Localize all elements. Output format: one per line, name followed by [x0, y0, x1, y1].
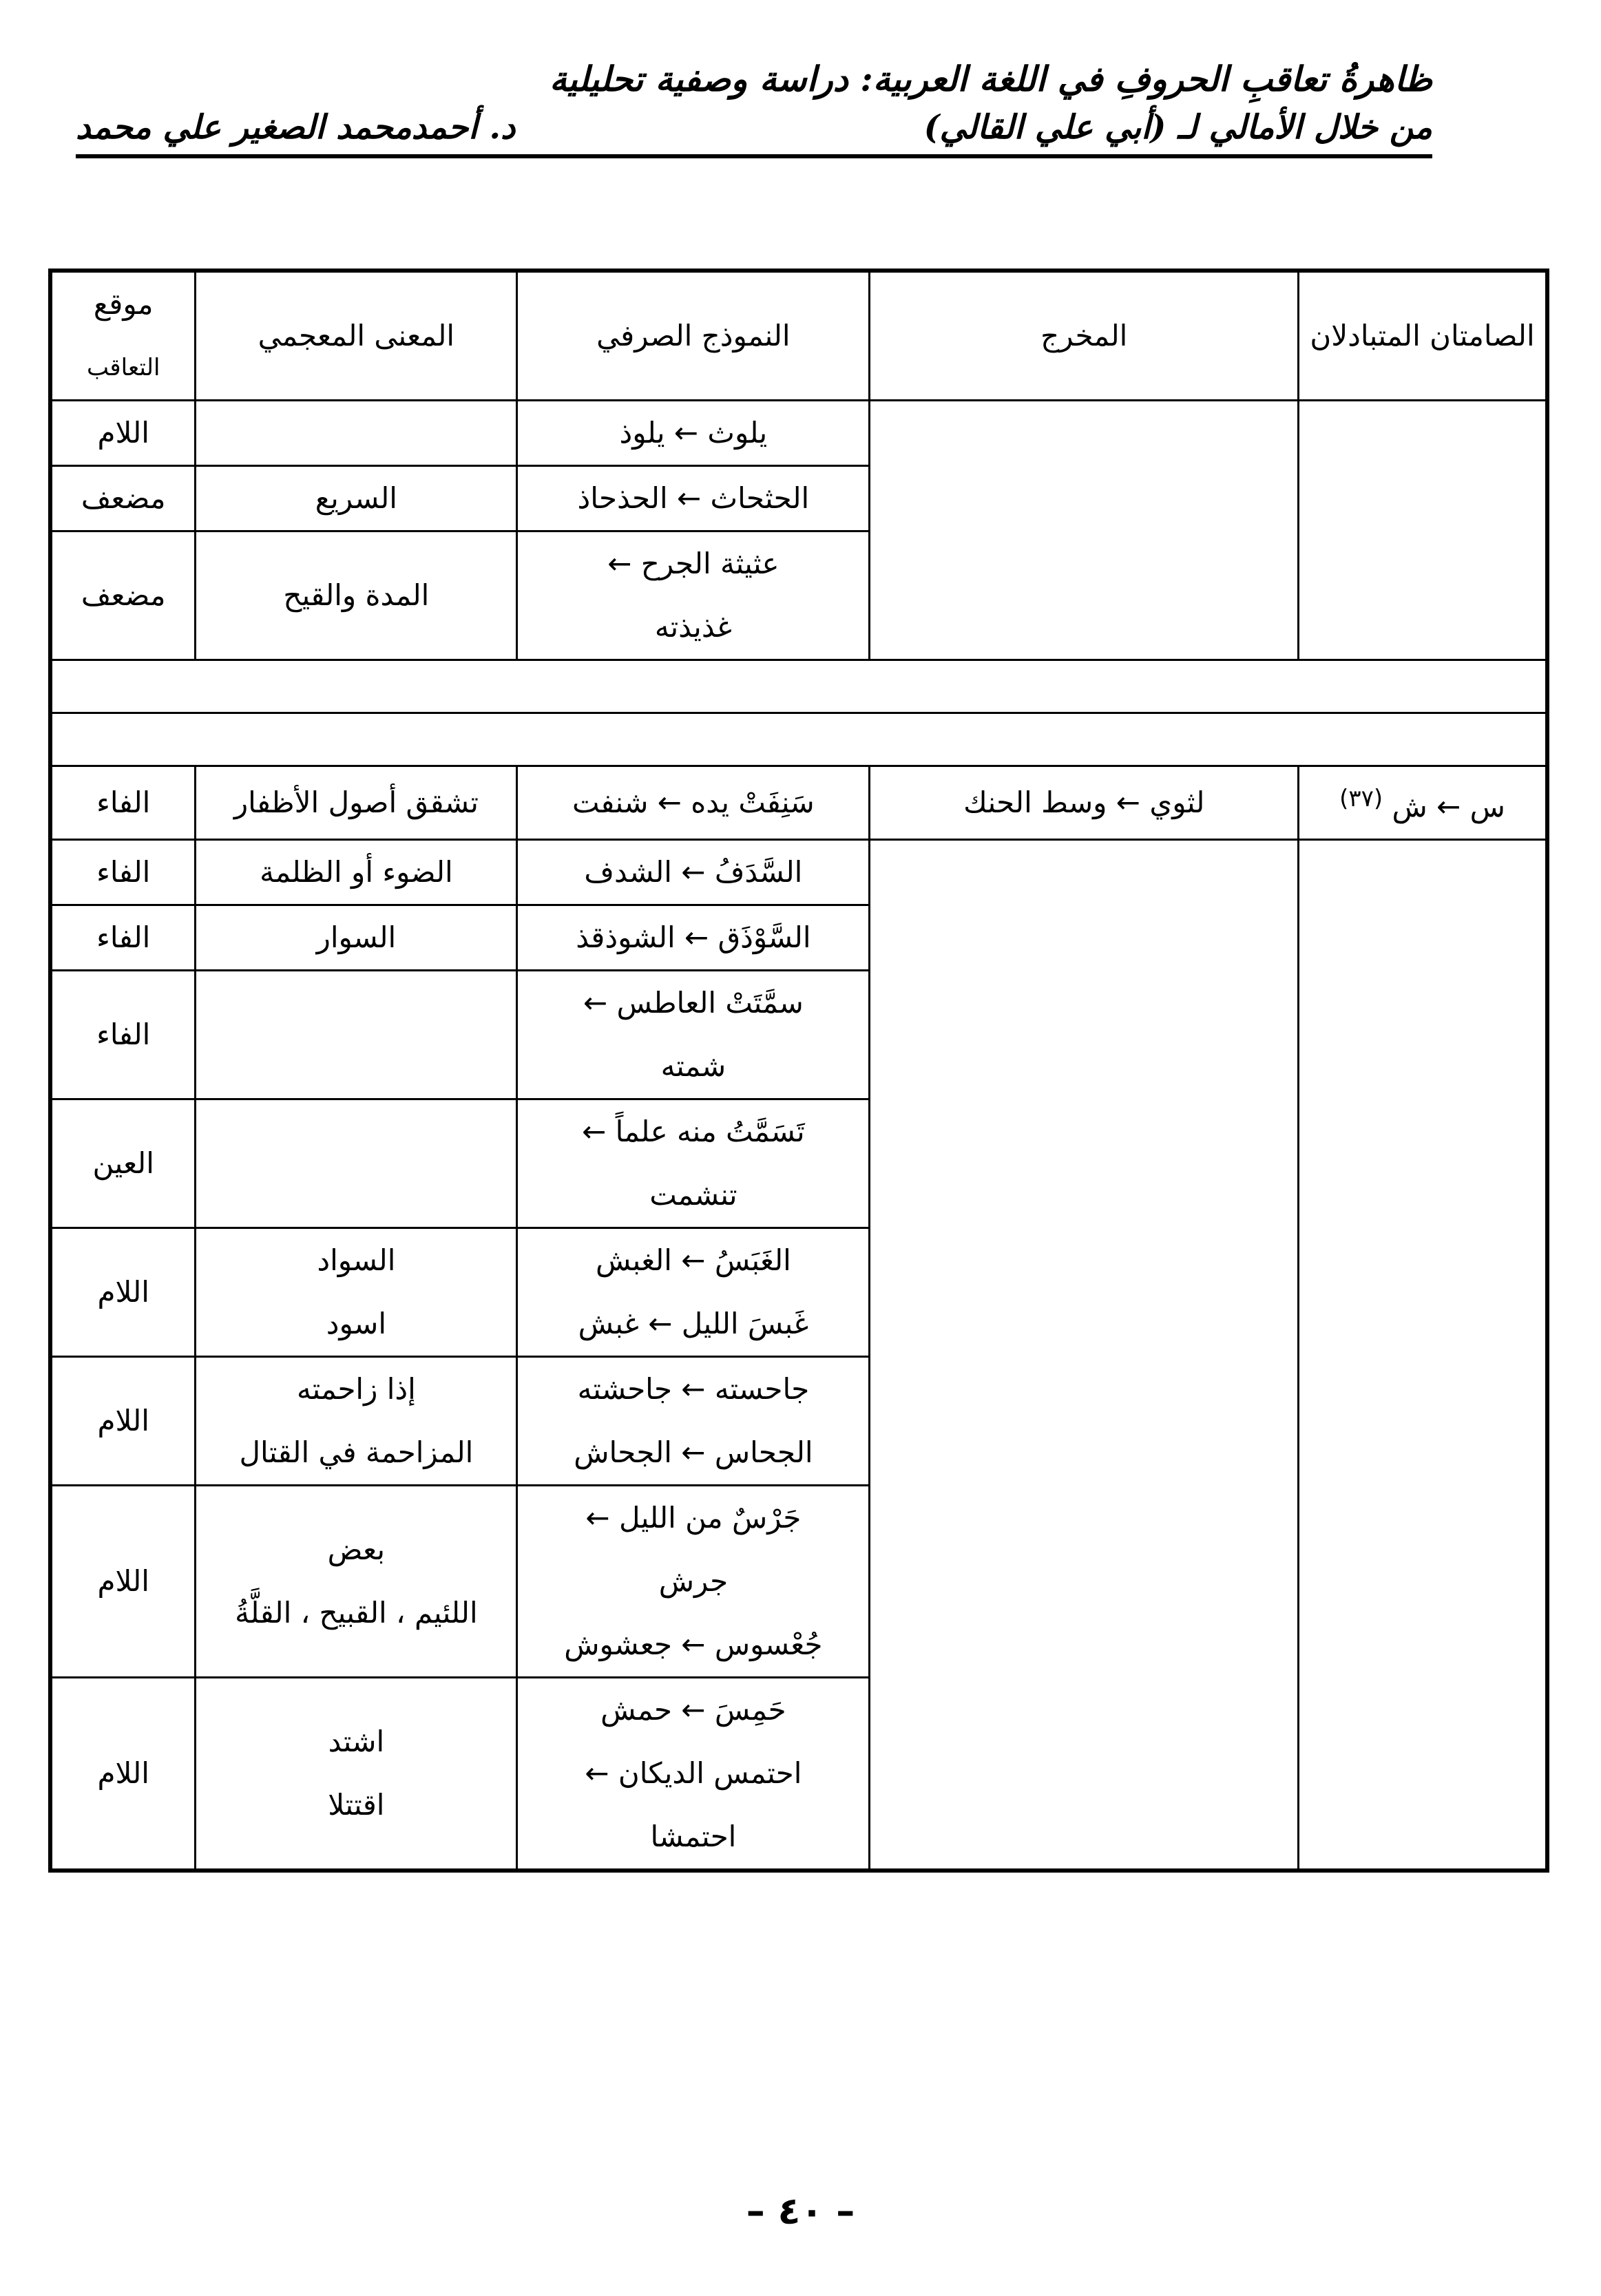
blank-row: [50, 660, 1547, 713]
meaning-cell: [196, 1228, 517, 1357]
meaning-cell-line: اللئيم ، القبيح ، القلَّةُ: [235, 1596, 478, 1630]
articulation-cell: [870, 840, 1299, 1871]
meaning-cell: [196, 1357, 517, 1486]
model-cell: [517, 401, 870, 466]
header-subline: [76, 103, 1432, 158]
blank-rows: [50, 660, 1547, 766]
model-cell-line: السَّدَفُ ← الشدف: [584, 855, 803, 889]
meaning-cell-line: المدة والقيح: [283, 578, 430, 612]
consonants-cell: [1299, 840, 1547, 1871]
header-meaning: المعنى المعجمي: [196, 271, 517, 401]
meaning-cell-line: اقتتلا: [328, 1788, 385, 1822]
footnote-ref: (٣٧): [1339, 785, 1383, 812]
articulation-cell: [870, 401, 1299, 660]
blank-cell: [50, 660, 1547, 713]
meaning-cell-line: السوار: [316, 920, 397, 954]
meaning-cell: [196, 840, 517, 905]
meaning-cell: [196, 905, 517, 971]
position-cell: العين: [50, 1099, 196, 1228]
position-cell: مضعف: [50, 531, 196, 660]
group2-body: [50, 766, 1547, 1871]
meaning-cell-line: الضوء أو الظلمة: [260, 855, 453, 889]
consonants-cell: [1299, 766, 1547, 840]
model-cell-line: احتمس الديكان ←: [585, 1756, 802, 1790]
meaning-cell: تشقق أصول الأظفار: [196, 766, 517, 840]
document-title: ظاهرةُ تعاقبِ الحروفِ في اللغة العربية: دراسة وصفية تحليلية: [549, 59, 1432, 99]
blank-cell: [50, 713, 1547, 766]
model-cell-line: جرش: [658, 1564, 729, 1598]
header-consonants: الصامتان المتبادلان: [1299, 271, 1547, 401]
table-row: [50, 766, 1547, 840]
position-cell: اللام: [50, 1228, 196, 1357]
header-position-line1: موقع: [93, 287, 154, 321]
position-cell: اللام: [50, 401, 196, 466]
meaning-cell: [196, 1099, 517, 1228]
model-cell-line: احتمشا: [650, 1820, 737, 1853]
model-cell-line: شمته: [660, 1049, 726, 1083]
meaning-cell-line: إذا زاحمته: [296, 1372, 416, 1406]
meaning-cell-line: اشتد: [328, 1725, 385, 1758]
consonant-alternation-table: [48, 268, 1549, 1873]
model-cell: [517, 971, 870, 1099]
model-cell-line: الجحاس ← الجحاش: [574, 1435, 813, 1469]
model-cell: [517, 1357, 870, 1486]
table-header-row: [50, 271, 1547, 401]
model-cell-line: سمَّتَتْ العاطس ←: [583, 986, 804, 1020]
model-cell-line: الحثحاث ← الحذحاذ: [577, 481, 810, 515]
meaning-cell: [196, 1678, 517, 1871]
model-cell: [517, 1099, 870, 1228]
model-cell: [517, 1228, 870, 1357]
model-cell-line: تنشمت: [649, 1178, 737, 1212]
model-cell-line: جَرْسٌ من الليل ←: [585, 1501, 802, 1535]
model-cell-line: حَمِسَ ← حمش: [600, 1693, 786, 1727]
position-cell: الفاء: [50, 905, 196, 971]
model-cell: [517, 1678, 870, 1871]
header-position-line2: التعاقب: [86, 354, 160, 381]
author-name: د. أحمدمحمد الصغير علي محمد: [76, 108, 516, 147]
model-cell: [517, 531, 870, 660]
page-number: – ٤٠ –: [746, 2189, 855, 2233]
model-cell: سَنِفَتْ يده ← شنفت: [517, 766, 870, 840]
model-cell-line: الغَبَسُ ← الغبش: [596, 1243, 791, 1277]
model-cell: [517, 1486, 870, 1678]
model-cell-line: تَسَمَّتُ منه علماً ←: [582, 1115, 805, 1148]
position-cell: اللام: [50, 1678, 196, 1871]
model-cell-line: يلوث ← يلوذ: [619, 416, 768, 450]
meaning-cell: [196, 531, 517, 660]
blank-row: [50, 713, 1547, 766]
meaning-cell-line: بعض: [327, 1533, 386, 1566]
model-cell-line: جُعْسوس ← جعشوش: [564, 1628, 823, 1661]
articulation-cell: لثوي ← وسط الحنك: [870, 766, 1299, 840]
header-articulation: المخرج: [870, 271, 1299, 401]
meaning-cell: [196, 401, 517, 466]
model-cell-line: غذيذته: [654, 610, 732, 644]
model-cell-line: السَّوْذَق ← الشوذقذ: [576, 920, 811, 954]
model-cell-line: غَبسَ الليل ← غبش: [578, 1307, 809, 1340]
position-cell: مضعف: [50, 466, 196, 531]
position-cell: الفاء: [50, 971, 196, 1099]
document-subtitle: من خلال الأمالي لـ (أبي علي القالي): [923, 108, 1432, 147]
position-cell: الفاء: [50, 840, 196, 905]
table-row: [50, 401, 1547, 466]
position-cell: اللام: [50, 1486, 196, 1678]
model-cell: [517, 466, 870, 531]
meaning-cell: [196, 971, 517, 1099]
header-position: [50, 271, 196, 401]
position-cell: اللام: [50, 1357, 196, 1486]
meaning-cell-line: المزاحمة في القتال: [239, 1435, 474, 1469]
group1-body: [50, 401, 1547, 660]
position-cell: الفاء: [50, 766, 196, 840]
header-model: النموذج الصرفي: [517, 271, 870, 401]
page-header: [76, 55, 1432, 158]
model-cell: [517, 905, 870, 971]
table-row: [50, 840, 1547, 905]
meaning-cell: [196, 466, 517, 531]
meaning-cell: [196, 1486, 517, 1678]
meaning-cell-line: اسود: [326, 1307, 387, 1340]
consonants-pair: س ← ش: [1392, 790, 1505, 823]
model-cell: [517, 840, 870, 905]
model-cell-line: عثيثة الجرح ←: [607, 547, 779, 580]
meaning-cell-line: السواد: [317, 1243, 396, 1277]
model-cell-line: جاحسته ← جاحشته: [577, 1372, 810, 1406]
consonants-cell: [1299, 401, 1547, 660]
meaning-cell-line: السريع: [315, 481, 397, 515]
